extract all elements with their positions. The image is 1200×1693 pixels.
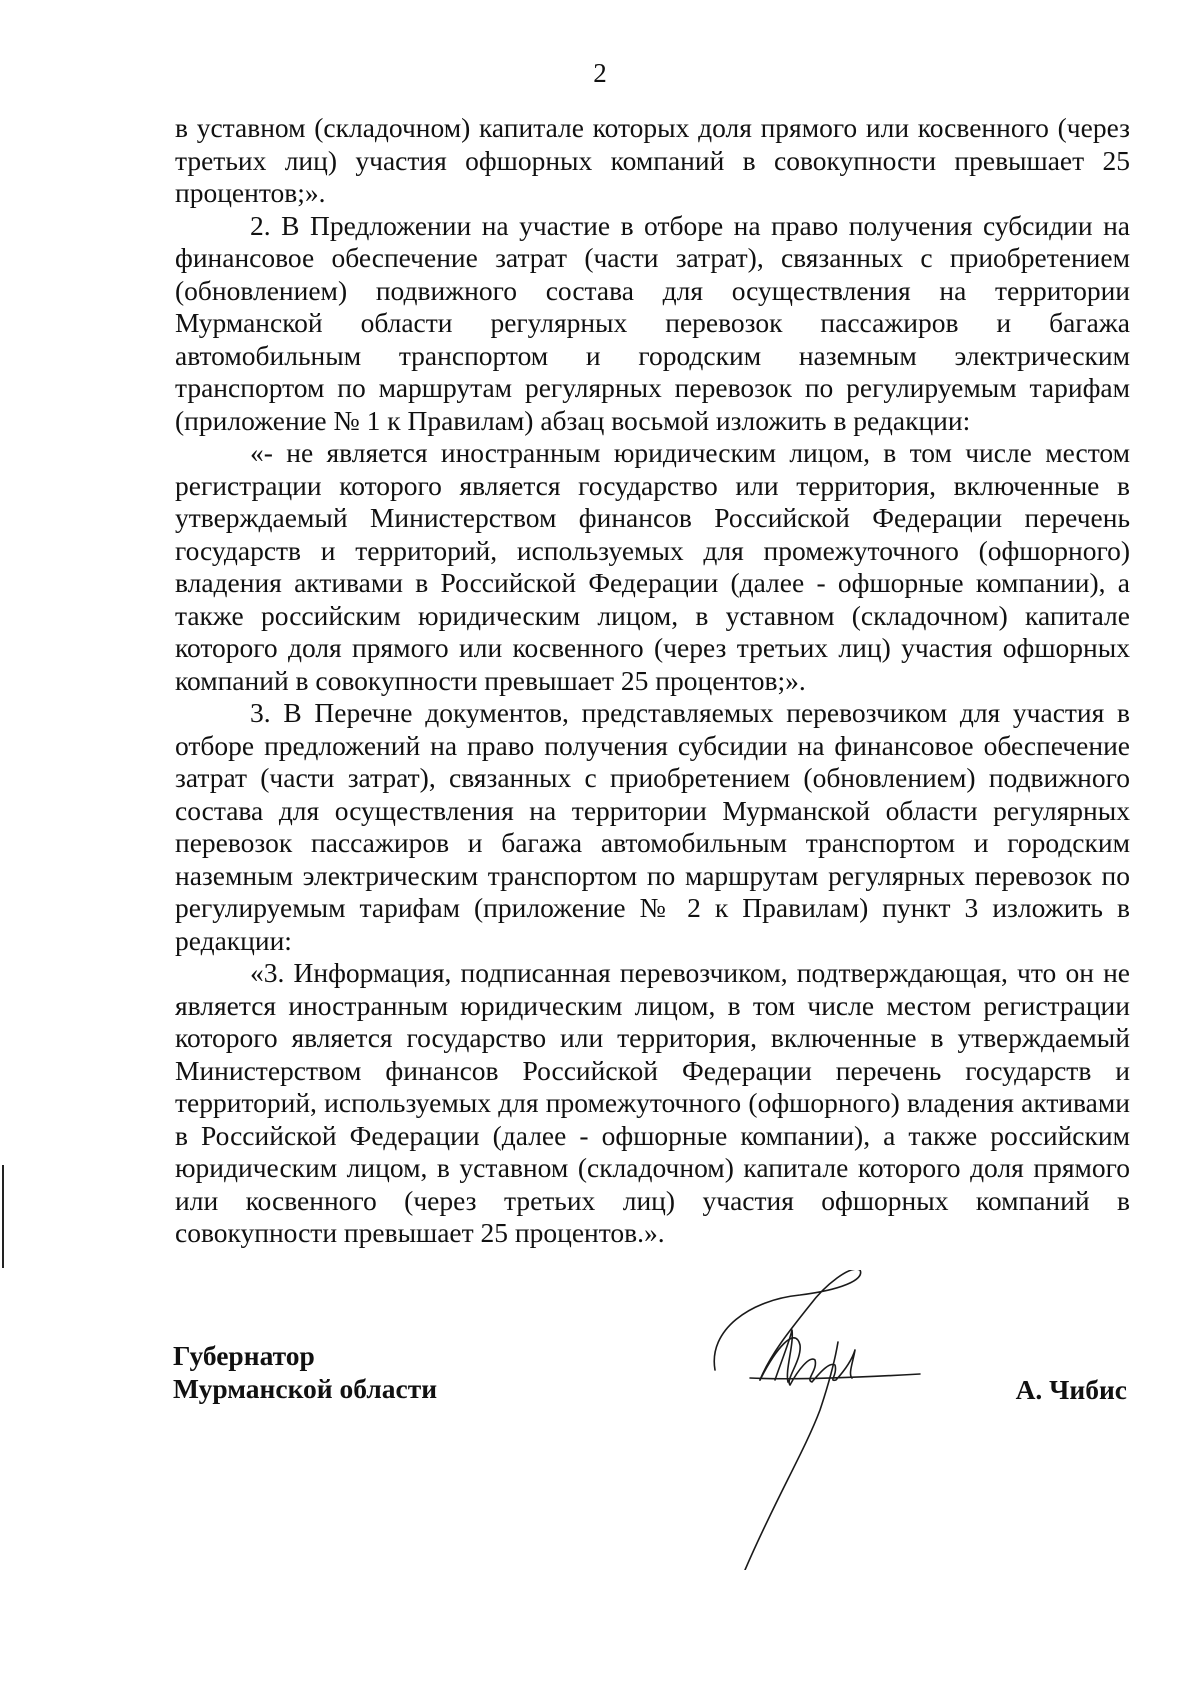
paragraph-item-2: 2. В Предложении на участие в отборе на право получения субсидии на финансовое обеспечение затрат (части затрат), связанных с приобретением (обновлением) подвижного состава для осуществления на территории Мурманской области регулярных перевозок пассажиров и багажа автомобильным транспортом и городским наземным электрическим транспортом по маршрутам регулярных перевозок по регулируемым тарифам (приложение № 1 к Правилам) абзац восьмой изложить в редакции: — [175, 209, 1130, 436]
page-number: 2 — [593, 58, 607, 88]
paragraph-item-3: 3. В Перечне документов, представляемых перевозчиком для участия в отборе предложений на право получения субсидии на финансовое обеспечение затрат (части затрат), связанных с приобретением (обновлением) подвижного состава для осуществления на территории Мурманской области регулярных перевозок пассажиров и багажа автомобильным транспортом и городским наземным электрическим транспортом по маршрутам регулярных перевозок по регулируемым тарифам (приложение № 2 к Правилам) пункт 3 изложить в редакции: — [175, 697, 1130, 956]
paragraph-continuation: в уставном (складочном) капитале которых доля прямого или косвенного (через третьих лиц) участия офшорных компаний в совокупности превышает 25 процентов;». — [175, 112, 1130, 208]
signatory-position-line-1: Губернатор — [173, 1340, 315, 1371]
document-body — [175, 112, 1130, 1250]
signatory-position-line-2: Мурманской области — [173, 1372, 438, 1404]
paragraph-quoted-abzac: «- не является иностранным юридическим лицом, в том числе местом регистрации которого является государство или территория, включенные в утверждаемый Министерством финансов Российской Федерации перечень государств и территорий, используемых для промежуточного (офшорного) владения активами в Российской Федерации (далее - офшорные компании), а также российским юридическим лицом, в уставном (складочном) капитале которого доля прямого или косвенного (через третьих лиц) участия офшорных компаний в совокупности превышает 25 процентов;». — [175, 437, 1130, 696]
paragraph-quoted-punkt-3: «3. Информация, подписанная перевозчиком, подтверждающая, что он не является иностранным юридическим лицом, в том числе местом регистрации которого является государство или территория, включенные в утверждаемый Министерством финансов Российской Федерации перечень государств и территорий, используемых для промежуточного (офшорного) владения активами в Российской Федерации (далее - офшорные компании), а также российским юридическим лицом, в уставном (складочном) капитале которого доля прямого или косвенного (через третьих лиц) участия офшорных компаний в совокупности превышает 25 процентов.». — [175, 957, 1130, 1248]
handwritten-signature-icon — [690, 1270, 980, 1570]
scan-margin-mark — [2, 1165, 4, 1268]
signatory-name: А. Чибис — [1015, 1374, 1127, 1405]
signatory-position — [173, 1340, 437, 1405]
